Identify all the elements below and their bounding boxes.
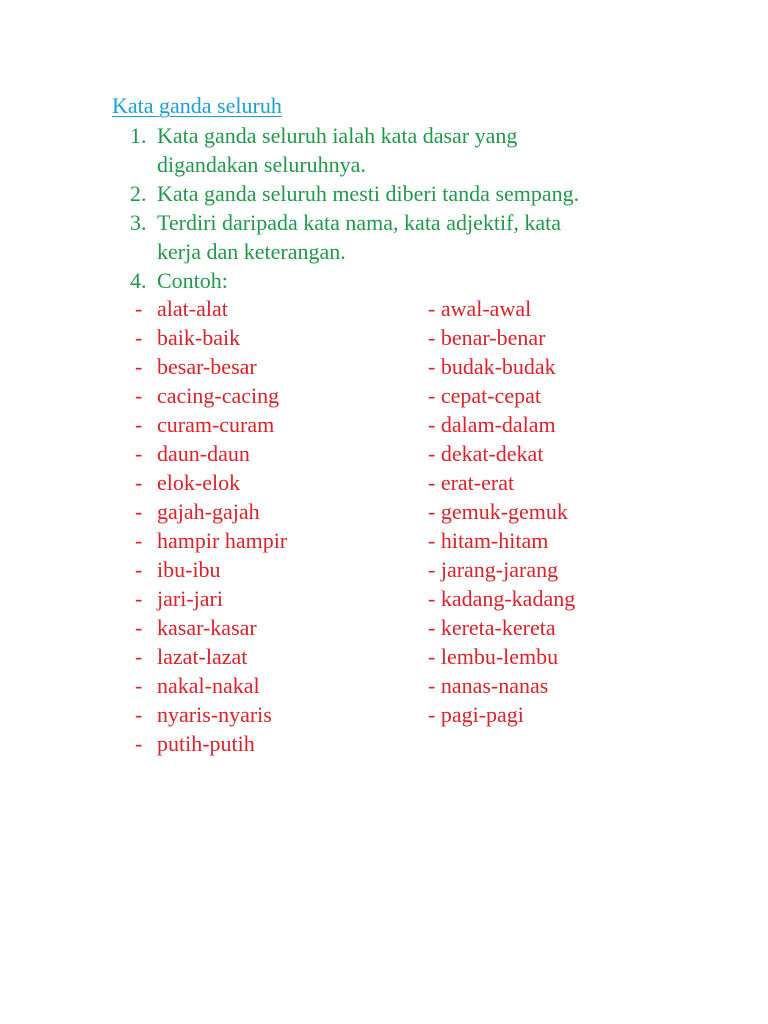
list-text bbox=[157, 121, 650, 179]
dash-marker: - bbox=[135, 412, 143, 437]
example-row bbox=[130, 323, 650, 352]
example-word-left: putih-putih bbox=[157, 731, 255, 756]
list-item bbox=[130, 266, 650, 295]
example-word-right: - jarang-jarang bbox=[428, 557, 559, 582]
dash-marker: - bbox=[135, 615, 143, 640]
example-word-right: - cepat-cepat bbox=[428, 383, 541, 408]
example-word-left: gajah-gajah bbox=[157, 499, 260, 524]
example-row bbox=[130, 294, 650, 323]
example-word-left: baik-baik bbox=[157, 325, 241, 350]
dash-marker: - bbox=[135, 296, 143, 321]
example-word-left: nakal-nakal bbox=[157, 673, 260, 698]
example-word-left: daun-daun bbox=[157, 441, 250, 466]
list-text bbox=[157, 208, 650, 266]
dash-marker: - bbox=[135, 702, 143, 727]
example-word-right: - lembu-lembu bbox=[428, 644, 559, 669]
example-word-right: - benar-benar bbox=[428, 325, 546, 350]
text-line: Contoh: bbox=[157, 268, 228, 293]
list-number: 1. bbox=[130, 123, 147, 148]
dash-marker: - bbox=[135, 441, 143, 466]
list-text bbox=[157, 266, 650, 295]
example-word-right: - awal-awal bbox=[428, 296, 532, 321]
text-line: Kata ganda seluruh ialah kata dasar yang bbox=[157, 123, 518, 148]
dash-marker: - bbox=[135, 325, 143, 350]
example-word-left: lazat-lazat bbox=[157, 644, 248, 669]
dash-marker: - bbox=[135, 731, 143, 756]
dash-marker: - bbox=[135, 586, 143, 611]
example-word-right: - kadang-kadang bbox=[428, 586, 576, 611]
example-row bbox=[130, 439, 650, 468]
example-word-right: - hitam-hitam bbox=[428, 528, 549, 553]
example-row bbox=[130, 555, 650, 584]
dash-marker: - bbox=[135, 354, 143, 379]
example-row bbox=[130, 526, 650, 555]
example-word-right: - erat-erat bbox=[428, 470, 515, 495]
example-row bbox=[130, 410, 650, 439]
definition-list bbox=[130, 121, 650, 295]
list-number: 4. bbox=[130, 268, 147, 293]
example-word-left: hampir hampir bbox=[157, 528, 288, 553]
text-line: Terdiri daripada kata nama, kata adjektif, kata bbox=[157, 210, 562, 235]
page-title: Kata ganda seluruh bbox=[112, 93, 282, 118]
example-word-left: ibu-ibu bbox=[157, 557, 221, 582]
example-row bbox=[130, 613, 650, 642]
list-item bbox=[130, 208, 650, 266]
list-text bbox=[157, 179, 650, 208]
example-word-left: curam-curam bbox=[157, 412, 275, 437]
list-number: 2. bbox=[130, 181, 147, 206]
example-row bbox=[130, 584, 650, 613]
example-word-left: alat-alat bbox=[157, 296, 228, 321]
list-item bbox=[130, 121, 650, 179]
dash-marker: - bbox=[135, 644, 143, 669]
example-row bbox=[130, 381, 650, 410]
dash-marker: - bbox=[135, 499, 143, 524]
example-word-right: - dalam-dalam bbox=[428, 412, 556, 437]
list-number: 3. bbox=[130, 210, 147, 235]
example-word-left: cacing-cacing bbox=[157, 383, 280, 408]
dash-marker: - bbox=[135, 528, 143, 553]
text-line: kerja dan keterangan. bbox=[157, 239, 346, 264]
example-row bbox=[130, 497, 650, 526]
example-word-right: - nanas-nanas bbox=[428, 673, 549, 698]
example-word-right: - kereta-kereta bbox=[428, 615, 556, 640]
text-line: digandakan seluruhnya. bbox=[157, 152, 366, 177]
example-word-left: kasar-kasar bbox=[157, 615, 257, 640]
example-row bbox=[130, 671, 650, 700]
example-row bbox=[130, 352, 650, 381]
example-word-right: - dekat-dekat bbox=[428, 441, 544, 466]
example-row bbox=[130, 700, 650, 729]
dash-marker: - bbox=[135, 383, 143, 408]
example-word-left: elok-elok bbox=[157, 470, 241, 495]
example-word-left: nyaris-nyaris bbox=[157, 702, 272, 727]
example-word-right: - pagi-pagi bbox=[428, 702, 524, 727]
example-word-right: - gemuk-gemuk bbox=[428, 499, 568, 524]
example-row bbox=[130, 729, 650, 758]
example-word-left: besar-besar bbox=[157, 354, 257, 379]
example-word-list bbox=[130, 294, 650, 758]
dash-marker: - bbox=[135, 557, 143, 582]
example-word-left: jari-jari bbox=[157, 586, 223, 611]
text-line: Kata ganda seluruh mesti diberi tanda sempang. bbox=[157, 181, 580, 206]
example-word-right: - budak-budak bbox=[428, 354, 556, 379]
example-row bbox=[130, 468, 650, 497]
dash-marker: - bbox=[135, 470, 143, 495]
example-row bbox=[130, 642, 650, 671]
dash-marker: - bbox=[135, 673, 143, 698]
list-item bbox=[130, 179, 650, 208]
